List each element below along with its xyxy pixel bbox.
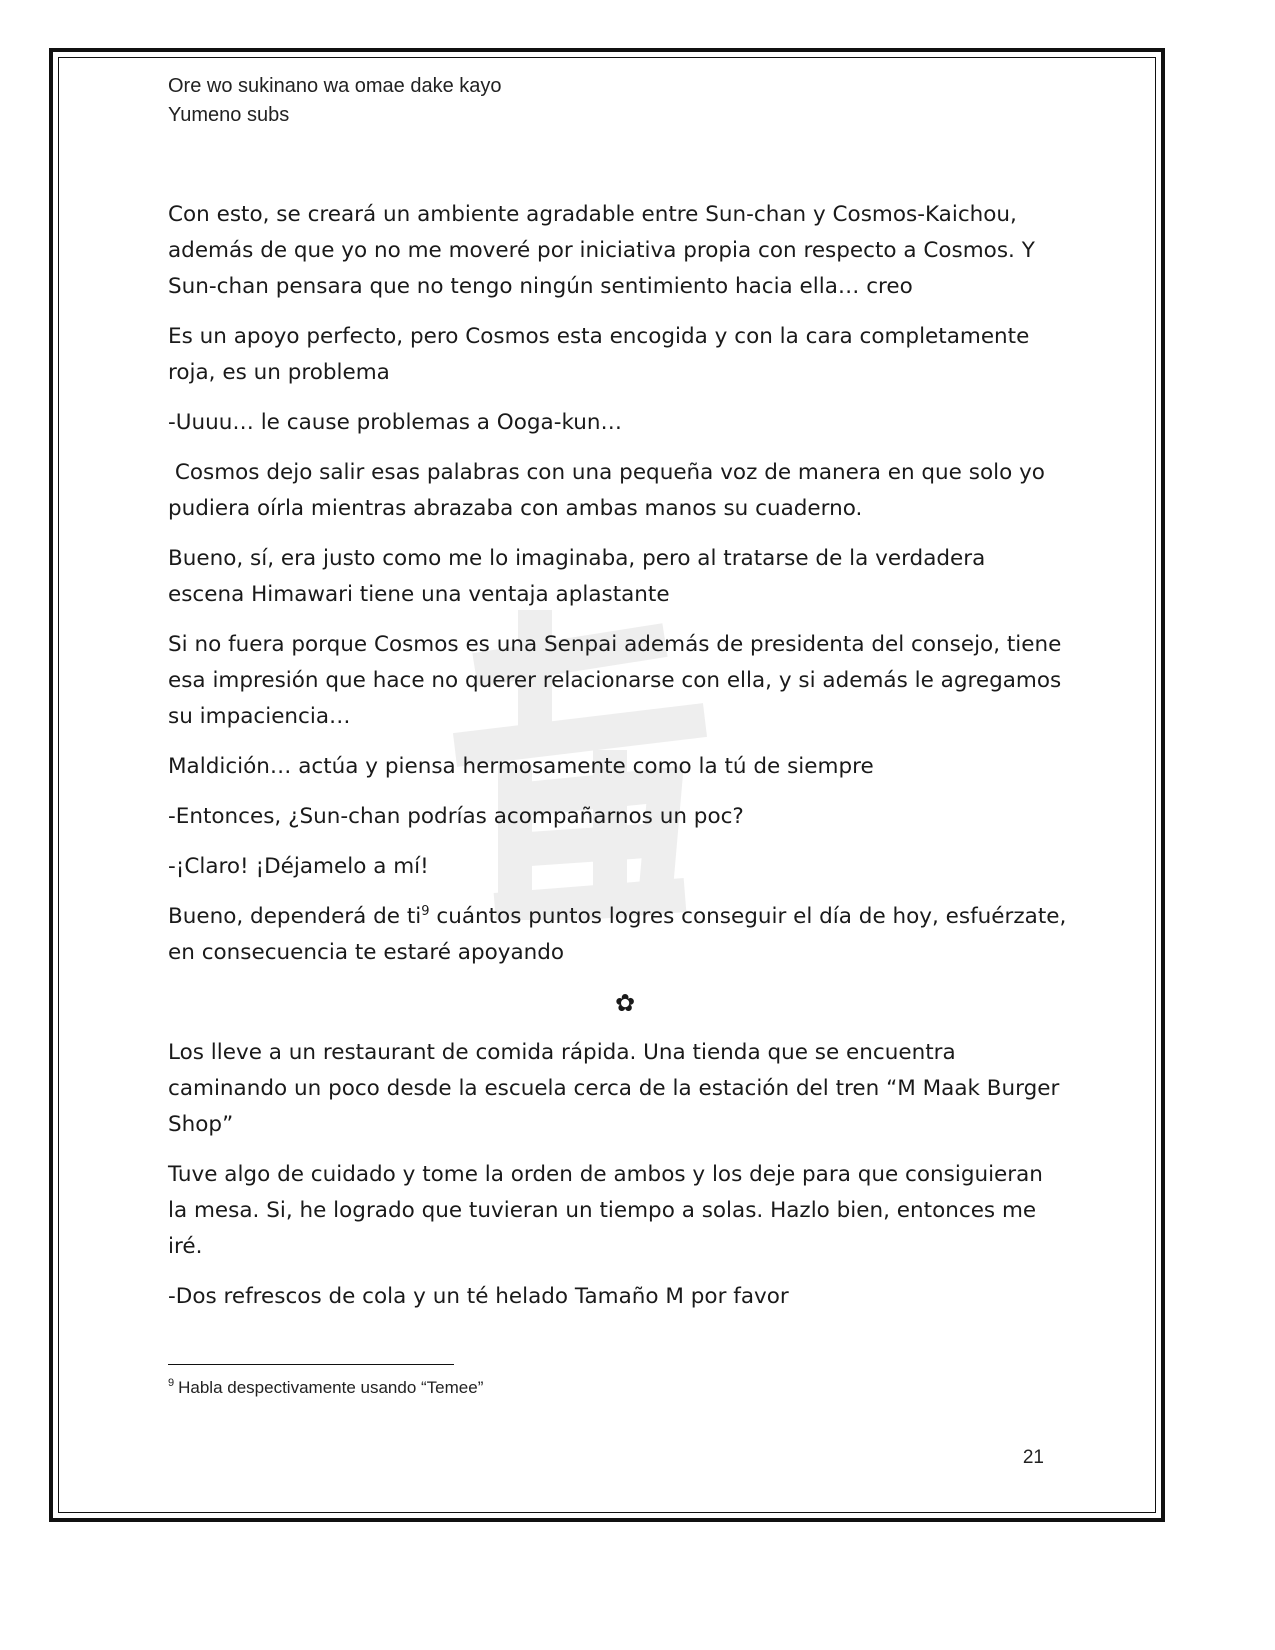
page-header — [168, 72, 502, 130]
paragraph: Es un apoyo perfecto, pero Cosmos esta encogida y con la cara completamente roja, es un problema — [168, 324, 1030, 385]
dialogue-line: -Entonces, ¿Sun-chan podrías acompañarnos un poc? — [168, 804, 744, 829]
paragraph-text: cuántos puntos logres conseguir el día de hoy, esfuérzate, en consecuencia te estaré apoyando — [168, 904, 1067, 965]
footnote-divider — [168, 1364, 454, 1365]
footnote — [168, 1376, 483, 1400]
flower-separator-icon: ✿ — [614, 989, 636, 1017]
paragraph: Con esto, se creará un ambiente agradable entre Sun-chan y Cosmos-Kaichou, además de que yo no me moveré por iniciativa propia con respecto a Cosmos. Y Sun-chan pensara que no tengo ningún sentimiento hacia ella… creo — [168, 202, 1035, 299]
paragraph-with-footnote — [168, 899, 1068, 971]
paragraph: Maldición… actúa y piensa hermosamente como la tú de siempre — [168, 754, 874, 779]
dialogue-line: -¡Claro! ¡Déjamelo a mí! — [168, 854, 429, 879]
paragraph-text: Bueno, dependerá de ti — [168, 904, 422, 929]
paragraph: Los lleve a un restaurant de comida rápida. Una tienda que se encuentra caminando un poco desde la escuela cerca de la estación del tren “M Maak Burger Shop” — [168, 1040, 1060, 1137]
body-text — [168, 197, 1068, 1329]
footnote-text: Habla despectivamente usando “Temee” — [178, 1378, 484, 1397]
paragraph: Si no fuera porque Cosmos es una Senpai además de presidenta del consejo, tiene esa impresión que hace no querer relacionarse con ella, y si además le agregamos su impaciencia… — [168, 632, 1062, 729]
dialogue-line: -Dos refrescos de cola y un té helado Tamaño M por favor — [168, 1284, 789, 1309]
dialogue-line: -Uuuu… le cause problemas a Ooga-kun… — [168, 410, 623, 435]
page-number: 21 — [1022, 1447, 1044, 1468]
paragraph: Tuve algo de cuidado y tome la orden de ambos y los deje para que consiguieran la mesa. Si, he logrado que tuvieran un tiempo a solas. Hazlo bien, entonces me iré. — [168, 1162, 1043, 1259]
header-group: Yumeno subs — [168, 104, 290, 126]
paragraph: Bueno, sí, era justo como me lo imaginaba, pero al tratarse de la verdadera escena Himawari tiene una ventaja aplastante — [168, 546, 986, 607]
footnote-number: 9 — [168, 1377, 175, 1390]
paragraph: Cosmos dejo salir esas palabras con una pequeña voz de manera en que solo yo pudiera oírla mientras abrazaba con ambas manos su cuaderno. — [168, 460, 1052, 521]
footnote-reference: 9 — [421, 903, 430, 919]
header-title: Ore wo sukinano wa omae dake kayo — [168, 75, 502, 97]
